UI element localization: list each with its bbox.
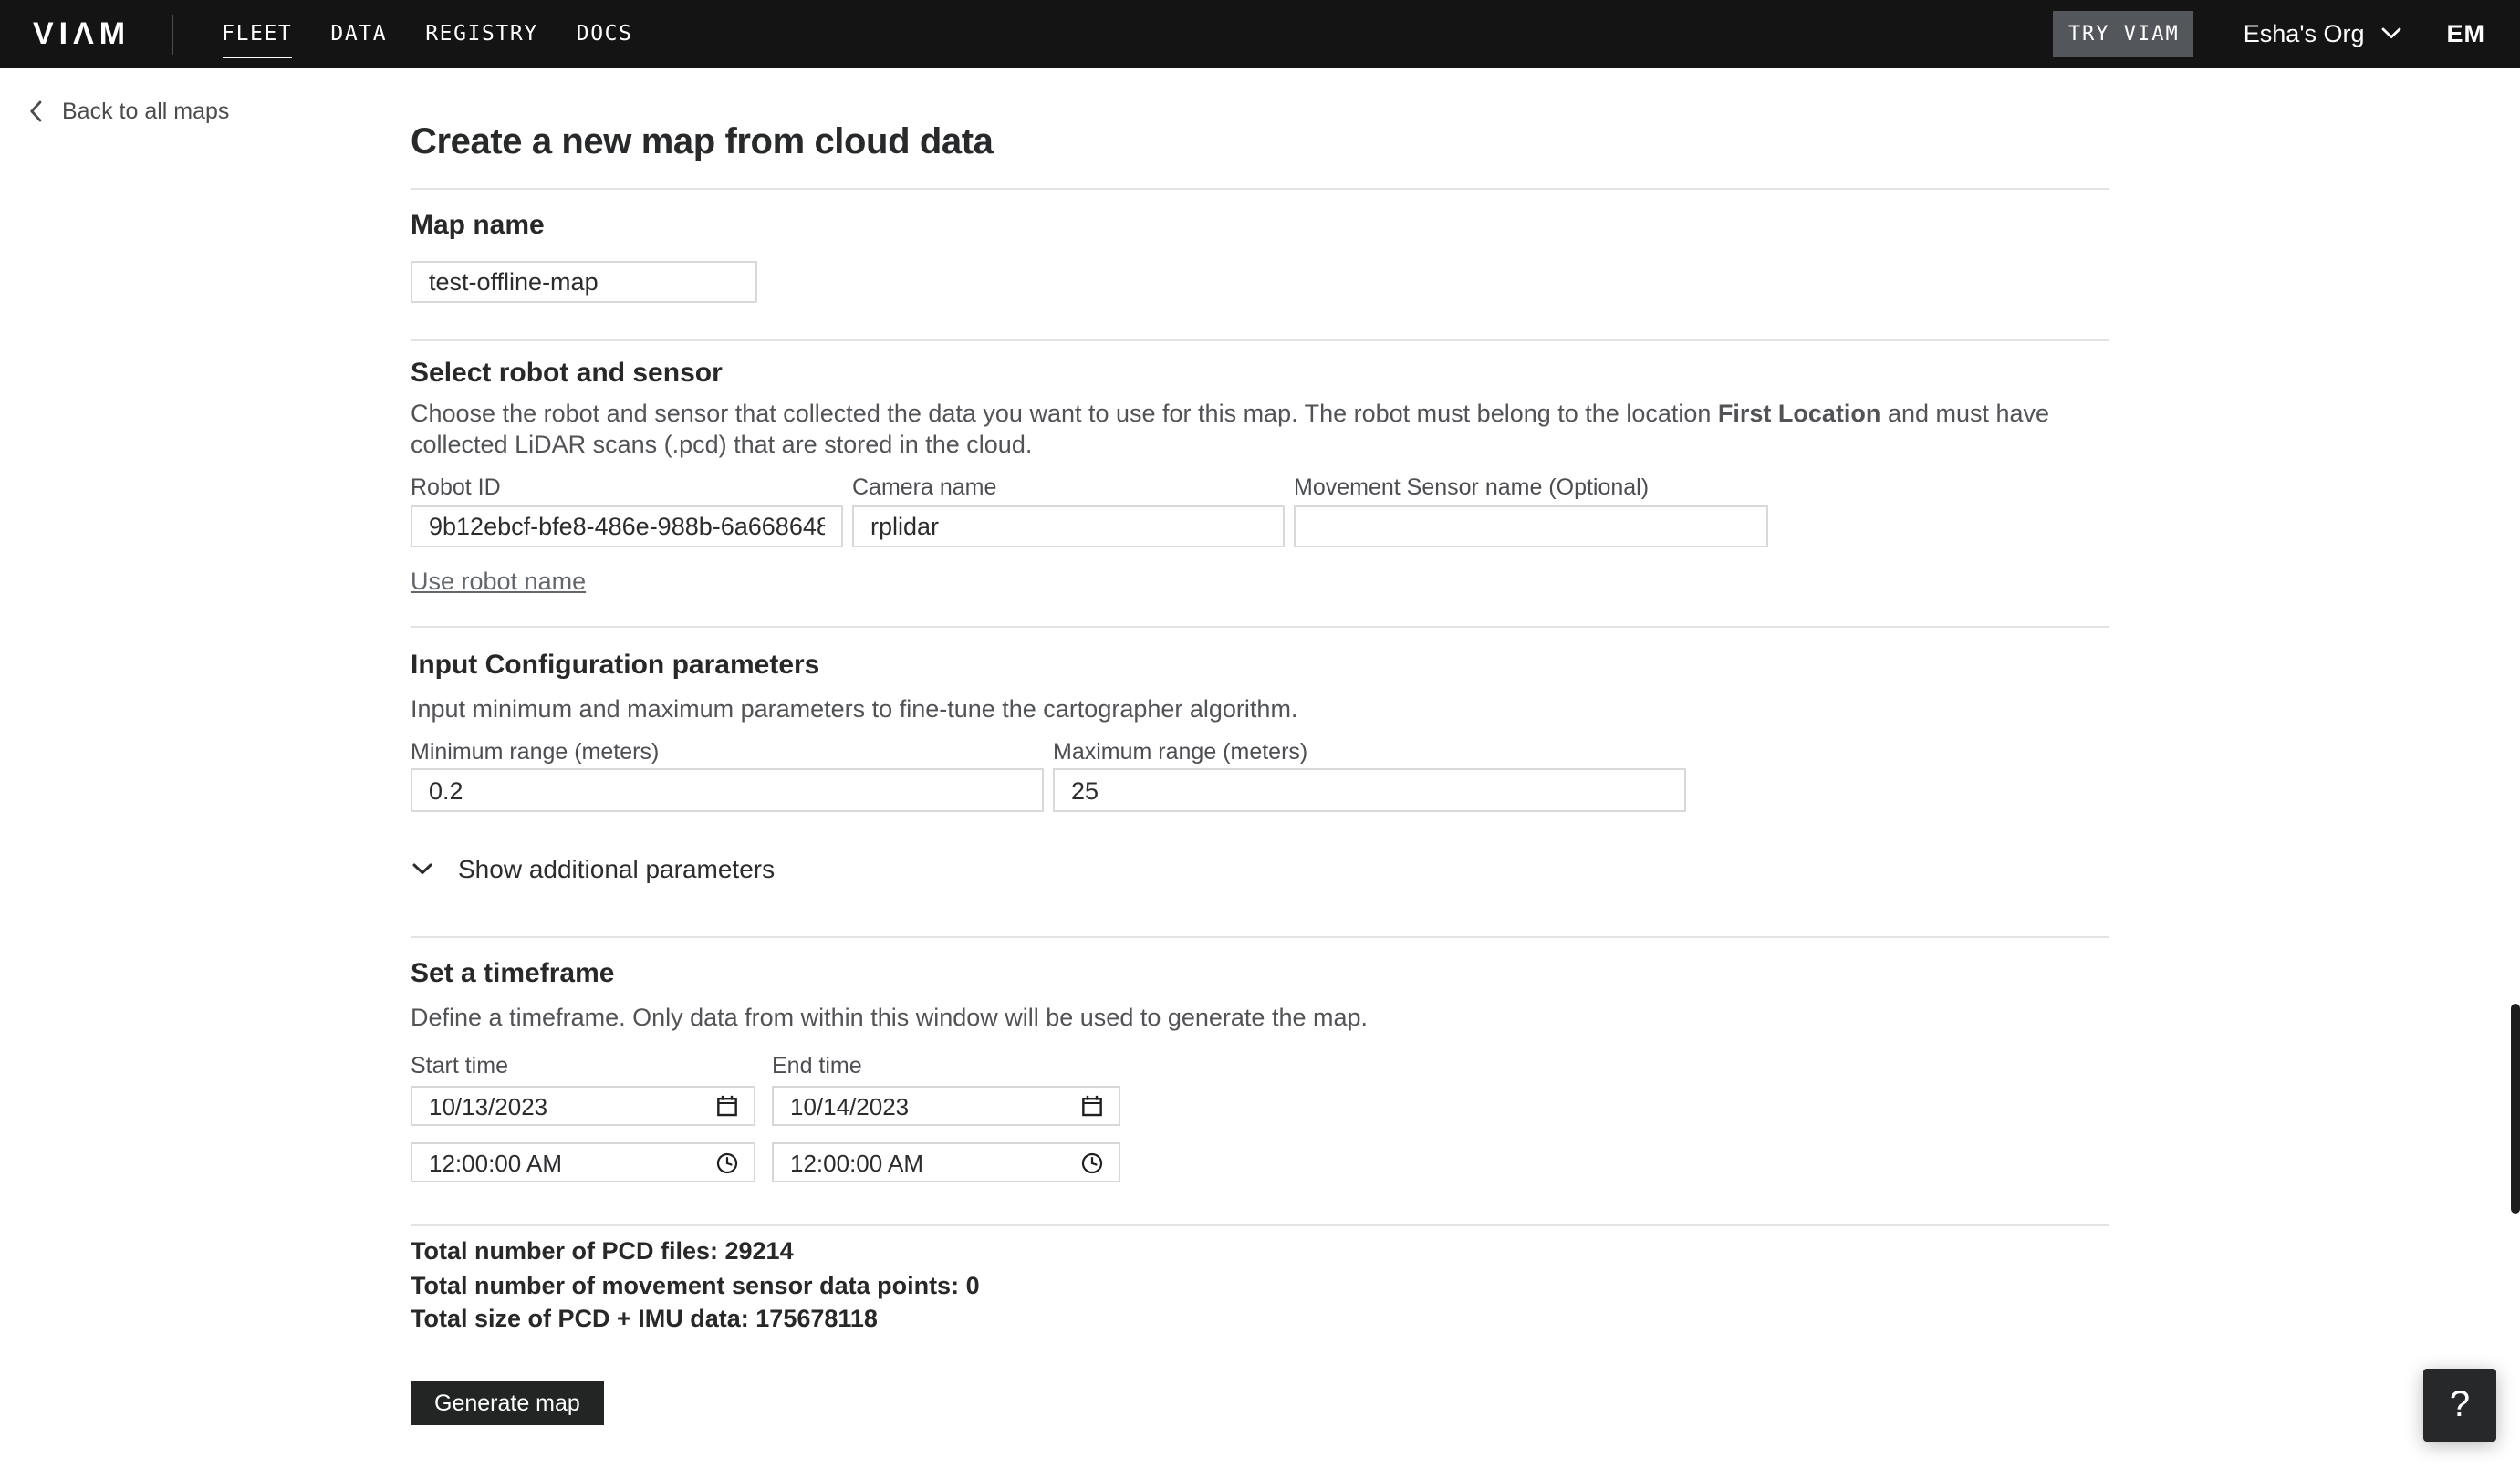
section-divider <box>411 1224 2109 1226</box>
main-content <box>411 0 2109 1469</box>
chevron-down-icon <box>412 862 432 875</box>
viam-logo: VIΛM <box>33 16 131 50</box>
camera-name-field <box>852 476 1285 547</box>
start-time-label: Start time <box>411 1053 508 1078</box>
calendar-icon[interactable] <box>715 1093 739 1119</box>
robot-desc-location-name: First Location <box>1717 400 1881 427</box>
generate-map-button[interactable]: Generate map <box>411 1381 604 1425</box>
org-switcher[interactable] <box>2244 20 2401 47</box>
clock-icon[interactable] <box>1080 1151 1104 1174</box>
calendar-icon[interactable] <box>1080 1093 1104 1119</box>
timeframe-section-heading: Set a timeframe <box>411 958 615 989</box>
section-divider <box>411 626 2109 628</box>
map-name-input[interactable] <box>411 261 757 303</box>
robot-desc-pre: Choose the robot and sensor that collected the data you want to use for this map. The robot must belong to the location <box>411 400 1718 427</box>
end-time-label: End time <box>772 1053 862 1078</box>
robot-desc-post: and must have collected LiDAR scans (.pcd) that are stored in the cloud. <box>411 400 2050 458</box>
use-robot-name-link[interactable]: Use robot name <box>411 568 587 595</box>
show-additional-parameters-label: Show additional parameters <box>458 854 776 883</box>
nav-link-docs[interactable]: DOCS <box>576 20 633 46</box>
movement-sensor-points-total: Total number of movement sensor data points: 0 <box>411 1271 980 1298</box>
map-name-heading: Map name <box>411 210 545 241</box>
movement-sensor-field <box>1294 476 1768 547</box>
chevron-down-icon <box>2381 27 2401 40</box>
robot-id-field <box>411 476 843 547</box>
camera-name-input[interactable] <box>852 505 1285 547</box>
min-range-field <box>411 741 1044 812</box>
max-range-field <box>1053 741 1686 812</box>
movement-sensor-label: Movement Sensor name (Optional) <box>1294 474 1650 500</box>
chevron-left-icon <box>29 100 42 122</box>
timeframe-section-description: Define a timeframe. Only data from within this window will be used to generate the map. <box>411 1004 1369 1031</box>
start-time-input[interactable] <box>411 1142 755 1182</box>
end-time-column <box>772 1055 1120 1182</box>
start-time-value: 12:00:00 AM <box>429 1149 562 1176</box>
show-additional-parameters-toggle[interactable] <box>412 854 775 883</box>
nav-link-fleet[interactable]: FLEET <box>222 20 292 58</box>
config-section-description: Input minimum and maximum parameters to fine-tune the cartographer algorithm. <box>411 695 1298 723</box>
camera-name-label: Camera name <box>852 474 997 500</box>
section-divider <box>411 936 2109 938</box>
robot-section-description <box>411 398 2109 460</box>
try-viam-button[interactable]: TRY VIAM <box>2054 11 2194 57</box>
end-date-value: 10/14/2023 <box>790 1092 910 1120</box>
org-name: Esha's Org <box>2243 20 2365 47</box>
pcd-imu-size-total: Total size of PCD + IMU data: 175678118 <box>411 1305 878 1332</box>
movement-sensor-input[interactable] <box>1294 505 1768 547</box>
max-range-input[interactable] <box>1053 768 1686 812</box>
robot-section-heading: Select robot and sensor <box>411 358 723 389</box>
section-divider <box>411 339 2109 341</box>
min-range-label: Minimum range (meters) <box>411 739 660 765</box>
max-range-label: Maximum range (meters) <box>1053 739 1308 765</box>
start-time-column <box>411 1055 755 1182</box>
robot-id-label: Robot ID <box>411 474 501 500</box>
help-button[interactable]: ? <box>2423 1369 2496 1442</box>
scrollbar-thumb[interactable] <box>2511 1004 2520 1214</box>
end-date-input[interactable] <box>772 1086 1120 1126</box>
section-divider <box>411 188 2109 190</box>
start-date-value: 10/13/2023 <box>429 1092 548 1120</box>
start-date-input[interactable] <box>411 1086 755 1126</box>
pcd-files-total: Total number of PCD files: 29214 <box>411 1237 794 1265</box>
back-link-label: Back to all maps <box>62 99 230 124</box>
user-avatar-initials[interactable]: EM <box>2446 20 2485 47</box>
back-to-maps-link[interactable] <box>29 99 229 124</box>
clock-icon[interactable] <box>715 1151 739 1174</box>
nav-link-data[interactable]: DATA <box>330 20 388 46</box>
config-section-heading: Input Configuration parameters <box>411 650 820 681</box>
end-time-input[interactable] <box>772 1142 1120 1182</box>
data-summary <box>411 1235 980 1337</box>
nav-link-registry[interactable]: REGISTRY <box>425 20 538 46</box>
end-time-value: 12:00:00 AM <box>790 1149 923 1176</box>
robot-id-input[interactable] <box>411 505 843 547</box>
min-range-input[interactable] <box>411 768 1044 812</box>
nav-divider <box>171 14 172 54</box>
page-title: Create a new map from cloud data <box>411 122 994 162</box>
